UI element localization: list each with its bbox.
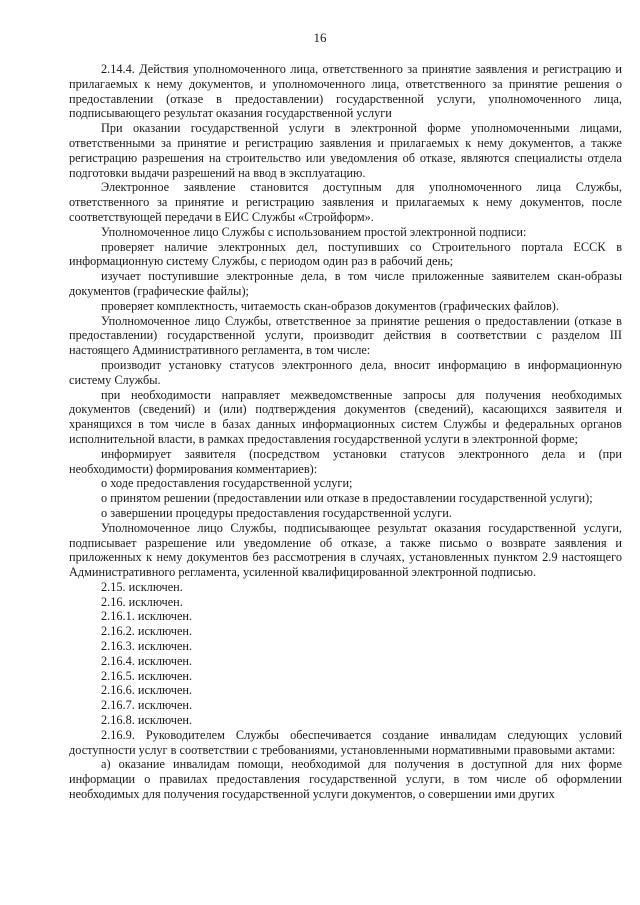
paragraph-interagency-requests: при необходимости направляет межведомственные запросы для получения необходимых документов (сведений) и (или) подтверждения документов (сведений), касающихся заявителя и хранящихся в том числе в базах данных информационных систем Службы и федеральных органов исполнительной власти, в рамках предоставления государственной услуги в электронной форме;: [69, 387, 622, 446]
list-item-a-assistance: а) оказание инвалидам помощи, необходимой для получения в доступной для них форме информации о правилах предоставления государственной услуги, в том числе об оформлении необходимых для получения государственной услуги документов, о совершении ими других: [69, 757, 622, 802]
clause-2-16-8: 2.16.8. исключен.: [101, 713, 193, 728]
clause-2-16-3: 2.16.3. исключен.: [101, 639, 193, 654]
paragraph-signing-officer: Уполномоченное лицо Службы, подписывающее результат оказания государственной услуги, подписывает разрешение или уведомление об отказе, а также письмо о возврате заявления и приложенных к нему документов без рассмотрения в случаях, установленных пунктом 2.9 настоящего Административного регламента, усиленной квалифицированной электронной подписью.: [69, 520, 622, 580]
paragraph-sets-statuses: производит установку статусов электронного дела, вносит информацию в информационную систему Службы.: [69, 357, 622, 387]
paragraph-simple-signature: Уполномоченное лицо Службы с использованием простой электронной подписи:: [101, 224, 527, 239]
paragraph-checks-completeness: проверяет комплектность, читаемость скан-образов документов (графических файлов).: [101, 298, 559, 313]
paragraph-checks-cases: проверяет наличие электронных дел, поступивших со Строительного портала ЕССК в информационную систему Службы, с периодом один раз в рабочий день;: [69, 239, 622, 269]
clause-2-15: 2.15. исключен.: [101, 579, 183, 594]
clause-2-16-7: 2.16.7. исключен.: [101, 698, 193, 713]
paragraph-studies-cases: изучает поступившие электронные дела, в том числе приложенные заявителем скан-образы документов (графические файлы);: [69, 269, 622, 298]
document-body: [69, 62, 622, 802]
clause-2-16-9: 2.16.9. Руководителем Службы обеспечивается создание инвалидам следующих условий доступности услуг в соответствии с требованиями, установленными нормативными правовыми актами:: [69, 727, 622, 757]
clause-2-16-6: 2.16.6. исключен.: [101, 683, 193, 698]
page-number: 16: [313, 30, 327, 45]
paragraph-electronic-form-officers: При оказании государственной услуги в электронной форме уполномоченными лицами, ответственными за принятие и регистрацию заявления и прилагаемых к нему документов, а также регистрацию разрешения на строительство или уведомления об отказе, являются специалисты отдела подготовки выдачи разрешений на ввод в эксплуатацию.: [69, 121, 622, 180]
clause-2-16-1: 2.16.1. исключен.: [101, 609, 193, 624]
paragraph-2-14-4: 2.14.4. Действия уполномоченного лица, ответственного за принятие заявления и регистрацию и прилагаемых к нему документов, и уполномоченного лица, ответственного за принятие решения о предоставлении (отказе в предоставлении) государственной услуги, уполномоченного лица, подписывающего результат оказания государственной услуги: [69, 62, 622, 121]
paragraph-electronic-application: Электронное заявление становится доступным для уполномоченного лица Службы, ответственного за принятие и регистрацию заявления и прилагаемых к нему документов, после соответствующей передачи в ЕИС Службы «Стройформ».: [69, 180, 622, 224]
clause-2-16-5: 2.16.5. исключен.: [101, 668, 193, 683]
list-item-completion: о завершении процедуры предоставления государственной услуги.: [101, 505, 452, 520]
list-item-decision: о принятом решении (предоставлении или отказе в предоставлении государственной услуги);: [101, 491, 593, 506]
paragraph-decision-officer: Уполномоченное лицо Службы, ответственное за принятие решения о предоставлении (отказе в предоставлении) государственной услуги, производит действия в соответствии с разделом III настоящего Административного регламента, в том числе:: [69, 313, 622, 358]
clause-2-16: 2.16. исключен.: [101, 594, 183, 609]
clause-2-16-2: 2.16.2. исключен.: [101, 624, 193, 639]
paragraph-informs-applicant: информирует заявителя (посредством установки статусов электронного дела и (при необходимости) формирования комментариев):: [69, 446, 622, 476]
clause-2-16-4: 2.16.4. исключен.: [101, 653, 193, 668]
list-item-progress: о ходе предоставления государственной услуги;: [101, 476, 353, 491]
